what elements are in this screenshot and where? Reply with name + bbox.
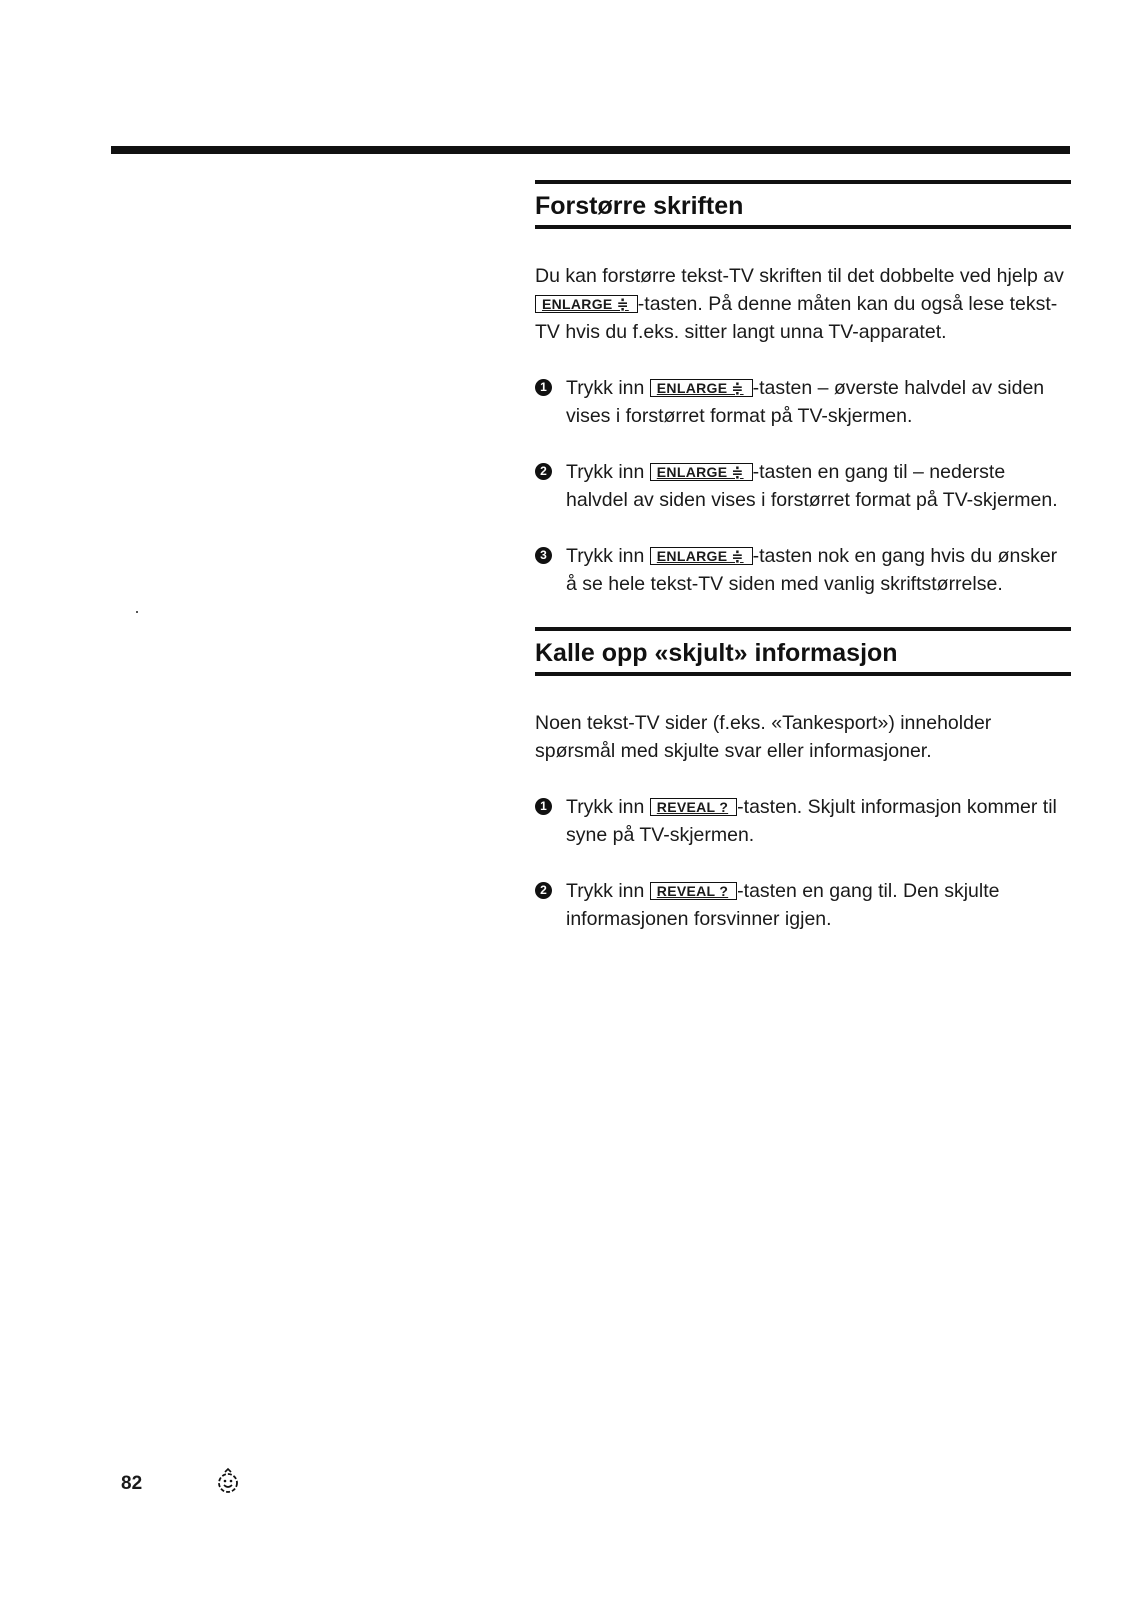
step-number-icon: 2	[535, 463, 552, 480]
key-label: REVEAL ?	[650, 798, 737, 816]
step-number-icon: 3	[535, 547, 552, 564]
step-number-icon: 1	[535, 379, 552, 396]
step-list	[535, 793, 1071, 933]
text-run: -tasten – øverste halvdel av siden vises i forstørret format på TV-skjermen.	[566, 377, 1045, 427]
key-label: ENLARGE ≑	[650, 463, 753, 481]
text-run: Du kan forstørre tekst-TV skriften til det dobbelte ved hjelp av	[535, 265, 1064, 287]
text-run: Trykk inn	[566, 461, 650, 483]
step-item	[535, 877, 1071, 933]
text-run: -tasten. Skjult informasjon kommer til syne på TV-skjermen.	[566, 796, 1057, 846]
section-title: Forstørre skriften	[535, 192, 744, 220]
section-intro	[535, 262, 1071, 346]
step-text	[566, 545, 1057, 595]
key-label: ENLARGE ≑	[650, 547, 753, 565]
text-run: Noen tekst-TV sider (f.eks. «Tankesport») inneholder spørsmål med skjulte svar eller informasjoner.	[535, 712, 992, 762]
section-title: Kalle opp «skjult» informasjon	[535, 639, 898, 667]
step-item	[535, 542, 1071, 598]
step-text	[566, 796, 1057, 846]
section-reveal	[535, 627, 1071, 933]
teletext-face-icon	[213, 1466, 243, 1496]
key-label: REVEAL ?	[650, 882, 737, 900]
text-run: -tasten. På denne måten kan du også lese tekst-TV hvis du f.eks. sitter langt unna TV-apparatet.	[535, 293, 1058, 343]
page-number: 82	[121, 1473, 143, 1494]
scan-speck	[136, 611, 138, 613]
section-enlarge	[535, 180, 1071, 598]
text-run: -tasten nok en gang hvis du ønsker å se hele tekst-TV siden med vanlig skriftstørrelse.	[566, 545, 1058, 595]
top-rule	[111, 146, 1070, 154]
heading-rule-bottom	[535, 672, 1071, 676]
text-run: Trykk inn	[566, 796, 650, 818]
step-list	[535, 374, 1071, 598]
step-item	[535, 458, 1071, 514]
step-number-icon: 2	[535, 882, 552, 899]
step-text	[566, 377, 1044, 427]
key-label: ENLARGE ≑	[650, 379, 753, 397]
section-intro	[535, 709, 1071, 765]
step-number-icon: 1	[535, 798, 552, 815]
text-run: Trykk inn	[566, 377, 650, 399]
text-run: Trykk inn	[566, 545, 650, 567]
step-item	[535, 793, 1071, 849]
step-text	[566, 461, 1058, 511]
step-text	[566, 880, 1000, 930]
heading-rule-bottom	[535, 225, 1071, 229]
text-run: Trykk inn	[566, 880, 650, 902]
step-item	[535, 374, 1071, 430]
text-run: -tasten en gang til. Den skjulte informasjonen forsvinner igjen.	[566, 880, 1000, 930]
key-label: ENLARGE ≑	[535, 295, 638, 313]
text-run: -tasten en gang til – nederste halvdel av siden vises i forstørret format på TV-skjermen.	[566, 461, 1058, 511]
